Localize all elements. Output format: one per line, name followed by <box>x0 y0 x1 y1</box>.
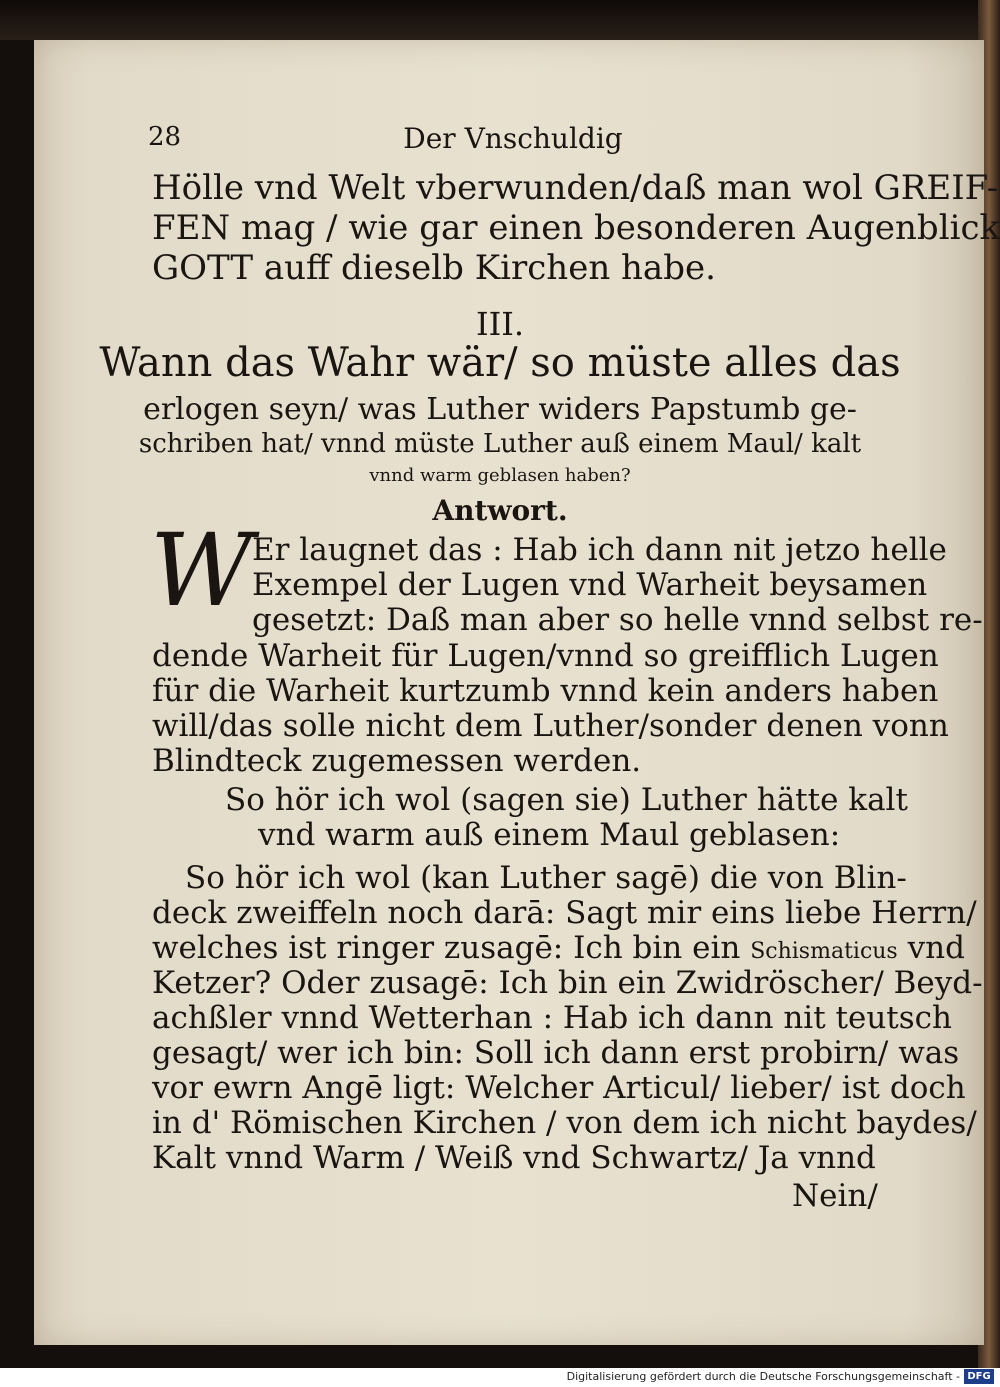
reply-line-4: Ketzer? Oder zusagē: Ich bin ein Zwidröscher/ Beyd- <box>152 965 983 1001</box>
answer-heading: Antwort. <box>432 494 568 527</box>
answer-line-3: gesetzt: Daß man aber so helle vnnd selbst re- <box>252 602 983 638</box>
catchword: Nein/ <box>792 1178 878 1214</box>
reply-line-9: Kalt vnnd Warm / Weiß vnd Schwartz/ Ja vnnd <box>152 1140 876 1176</box>
continuation-line-2: FEN mag / wie gar einen besonderen Augenblick <box>152 208 1000 248</box>
reply-line-7: vor ewrn Angē ligt: Welcher Articul/ lieber/ ist doch <box>152 1070 966 1106</box>
footer-credit: Digitalisierung gefördert durch die Deutsche Forschungsgemeinschaft - <box>566 1370 960 1383</box>
reply-line-5: achßler vnnd Wetterhan : Hab ich dann nit teutsch <box>152 1000 952 1036</box>
decorated-initial: W <box>150 512 253 629</box>
continuation-line-3: GOTT auff dieselb Kirchen habe. <box>152 248 716 288</box>
answer-line-1: Er laugnet das : Hab ich dann nit jetzo helle <box>252 532 947 568</box>
section-number: III. <box>475 305 525 343</box>
quote-line-1: So hör ich wol (sagen sie) Luther hätte kalt <box>225 782 908 818</box>
reply-line-1: So hör ich wol (kan Luther sagē) die von Blin- <box>185 860 907 896</box>
scan-top-strip <box>0 0 1000 40</box>
latin-term: Schismaticus <box>750 939 898 964</box>
question-line-1: Wann das Wahr wär/ so müste alles das <box>99 340 901 386</box>
page-header <box>148 122 878 162</box>
continuation-line-1: Hölle vnd Welt vberwunden/daß man wol GREIF- <box>152 168 999 208</box>
answer-line-6: will/das solle nicht dem Luther/sonder denen vonn <box>152 708 949 744</box>
answer-line-7: Blindteck zugemessen werden. <box>152 743 642 779</box>
page-number: 28 <box>148 122 182 152</box>
answer-line-5: für die Warheit kurtzumb vnnd kein anders haben <box>152 673 939 709</box>
question-line-2: erlogen seyn/ was Luther widers Papstumb ge- <box>143 392 857 427</box>
running-title: Der Vnschuldig <box>403 122 623 155</box>
reply-line-3-text: welches ist ringer zusagē: Ich bin ein <box>152 930 741 966</box>
reply-line-8: in d' Römischen Kirchen / von dem ich nicht baydes/ <box>152 1105 977 1141</box>
reply-line-2: deck zweiffeln noch darā: Sagt mir eins liebe Herrn/ <box>152 895 977 931</box>
question-line-4: vnnd warm geblasen haben? <box>369 465 631 486</box>
answer-line-4: dende Warheit für Lugen/vnnd so greifflich Lugen <box>152 638 939 674</box>
dfg-logo[interactable]: DFG <box>964 1369 994 1384</box>
reply-line-3-end: vnd <box>907 930 965 966</box>
answer-line-2: Exempel der Lugen vnd Warheit beysamen <box>252 567 928 603</box>
question-line-3: schriben hat/ vnnd müste Luther auß einem Maul/ kalt <box>138 429 862 459</box>
quote-line-2: vnd warm auß einem Maul geblasen: <box>258 817 841 853</box>
reply-line-6: gesagt/ wer ich bin: Soll ich dann erst probirn/ was <box>152 1035 960 1071</box>
